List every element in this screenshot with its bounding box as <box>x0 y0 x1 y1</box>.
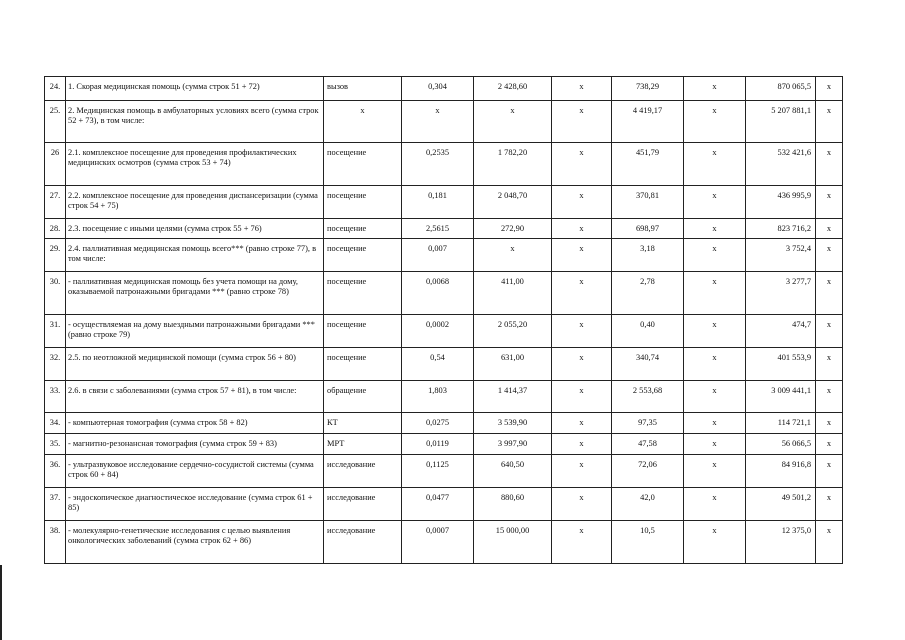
row-col-x1: x <box>552 186 612 219</box>
row-col-x2: x <box>684 315 746 348</box>
row-col-x1: x <box>552 315 612 348</box>
row-number: 37. <box>45 488 66 521</box>
row-number: 33. <box>45 381 66 413</box>
row-total: 12 375,0 <box>746 521 816 564</box>
row-col-x2: x <box>684 272 746 315</box>
row-col-x1: x <box>552 219 612 239</box>
row-per-capita: 698,97 <box>612 219 684 239</box>
row-col-x3: x <box>816 434 843 455</box>
row-col-x3: x <box>816 488 843 521</box>
table-row <box>45 143 843 186</box>
tariff-table <box>44 76 843 564</box>
row-col-x3: x <box>816 315 843 348</box>
row-cost: 1 414,37 <box>474 381 552 413</box>
table-row <box>45 455 843 488</box>
row-col-x2: x <box>684 521 746 564</box>
row-col-x3: x <box>816 381 843 413</box>
row-unit: посещение <box>324 186 402 219</box>
row-name: 2.1. комплексное посещение для проведения профилактических медицинских осмотров (сумма строк 53 + 74) <box>66 143 324 186</box>
row-cost: 880,60 <box>474 488 552 521</box>
row-number: 26 <box>45 143 66 186</box>
row-volume: 0,0119 <box>402 434 474 455</box>
row-name: 2.5. по неотложной медицинской помощи (сумма строк 56 + 80) <box>66 348 324 381</box>
row-per-capita: 72,06 <box>612 455 684 488</box>
row-col-x3: x <box>816 455 843 488</box>
row-number: 34. <box>45 413 66 434</box>
row-cost: 1 782,20 <box>474 143 552 186</box>
row-unit: исследование <box>324 455 402 488</box>
row-volume: 0,2535 <box>402 143 474 186</box>
table-row <box>45 488 843 521</box>
row-col-x2: x <box>684 488 746 521</box>
row-name: - эндоскопическое диагностическое исследование (сумма строк 61 + 85) <box>66 488 324 521</box>
row-total: 823 716,2 <box>746 219 816 239</box>
row-per-capita: 340,74 <box>612 348 684 381</box>
row-per-capita: 97,35 <box>612 413 684 434</box>
row-volume: 0,0007 <box>402 521 474 564</box>
row-cost: 2 048,70 <box>474 186 552 219</box>
row-number: 36. <box>45 455 66 488</box>
row-name: - компьютерная томография (сумма строк 58 + 82) <box>66 413 324 434</box>
row-total: 474,7 <box>746 315 816 348</box>
row-name: - молекулярно-генетические исследования с целью выявления онкологических заболеваний (сумма строк 62 + 86) <box>66 521 324 564</box>
row-col-x1: x <box>552 381 612 413</box>
row-per-capita: 3,18 <box>612 239 684 272</box>
row-col-x3: x <box>816 101 843 143</box>
row-volume: 0,1125 <box>402 455 474 488</box>
row-total: 56 066,5 <box>746 434 816 455</box>
row-col-x3: x <box>816 77 843 101</box>
row-col-x2: x <box>684 455 746 488</box>
row-col-x2: x <box>684 381 746 413</box>
row-name: 1. Скорая медицинская помощь (сумма строк 51 + 72) <box>66 77 324 101</box>
row-total: 532 421,6 <box>746 143 816 186</box>
row-col-x1: x <box>552 239 612 272</box>
row-volume: 0,0068 <box>402 272 474 315</box>
row-total: 870 065,5 <box>746 77 816 101</box>
row-number: 29. <box>45 239 66 272</box>
row-col-x3: x <box>816 272 843 315</box>
row-total: 401 553,9 <box>746 348 816 381</box>
row-volume: 0,304 <box>402 77 474 101</box>
row-col-x2: x <box>684 413 746 434</box>
row-cost: 640,50 <box>474 455 552 488</box>
row-number: 32. <box>45 348 66 381</box>
row-col-x2: x <box>684 77 746 101</box>
row-number: 31. <box>45 315 66 348</box>
row-col-x3: x <box>816 143 843 186</box>
row-col-x1: x <box>552 272 612 315</box>
table-row <box>45 381 843 413</box>
table-row <box>45 315 843 348</box>
row-per-capita: 0,40 <box>612 315 684 348</box>
page-edge-mark <box>0 565 2 640</box>
row-unit: обращение <box>324 381 402 413</box>
row-col-x3: x <box>816 239 843 272</box>
row-col-x1: x <box>552 413 612 434</box>
row-total: 114 721,1 <box>746 413 816 434</box>
table-row <box>45 272 843 315</box>
row-col-x3: x <box>816 186 843 219</box>
row-name: 2.6. в связи с заболеваниями (сумма строк 57 + 81), в том числе: <box>66 381 324 413</box>
row-col-x3: x <box>816 413 843 434</box>
row-name: - магнитно-резонансная томография (сумма строк 59 + 83) <box>66 434 324 455</box>
row-col-x1: x <box>552 143 612 186</box>
row-per-capita: 47,58 <box>612 434 684 455</box>
row-col-x2: x <box>684 186 746 219</box>
row-cost: 411,00 <box>474 272 552 315</box>
row-col-x2: x <box>684 219 746 239</box>
table-row <box>45 239 843 272</box>
row-cost: x <box>474 239 552 272</box>
row-volume: x <box>402 101 474 143</box>
table-row <box>45 186 843 219</box>
row-per-capita: 2,78 <box>612 272 684 315</box>
table-row <box>45 101 843 143</box>
table-row <box>45 348 843 381</box>
row-number: 38. <box>45 521 66 564</box>
row-per-capita: 738,29 <box>612 77 684 101</box>
row-number: 27. <box>45 186 66 219</box>
row-cost: 2 055,20 <box>474 315 552 348</box>
row-cost: 3 997,90 <box>474 434 552 455</box>
row-name: - осуществляемая на дому выездными патронажными бригадами *** (равно строке 79) <box>66 315 324 348</box>
row-unit: вызов <box>324 77 402 101</box>
row-name: - ультразвуковое исследование сердечно-сосудистой системы (сумма строк 60 + 84) <box>66 455 324 488</box>
row-unit: посещение <box>324 239 402 272</box>
row-number: 25. <box>45 101 66 143</box>
row-total: 84 916,8 <box>746 455 816 488</box>
table-row <box>45 413 843 434</box>
row-col-x2: x <box>684 434 746 455</box>
table-row <box>45 77 843 101</box>
row-col-x1: x <box>552 77 612 101</box>
row-cost: 3 539,90 <box>474 413 552 434</box>
row-col-x1: x <box>552 488 612 521</box>
row-col-x1: x <box>552 101 612 143</box>
row-cost: x <box>474 101 552 143</box>
row-total: 3 009 441,1 <box>746 381 816 413</box>
row-unit: КТ <box>324 413 402 434</box>
row-volume: 0,0477 <box>402 488 474 521</box>
row-name: - паллиативная медицинская помощь без учета помощи на дому, оказываемой патронажными бригадами *** (равно строке 78) <box>66 272 324 315</box>
row-volume: 0,54 <box>402 348 474 381</box>
row-col-x2: x <box>684 348 746 381</box>
row-cost: 2 428,60 <box>474 77 552 101</box>
row-unit: x <box>324 101 402 143</box>
row-col-x1: x <box>552 434 612 455</box>
row-number: 30. <box>45 272 66 315</box>
row-unit: исследование <box>324 521 402 564</box>
row-unit: посещение <box>324 143 402 186</box>
row-volume: 0,0275 <box>402 413 474 434</box>
row-total: 436 995,9 <box>746 186 816 219</box>
row-col-x1: x <box>552 348 612 381</box>
row-name: 2.3. посещение с иными целями (сумма строк 55 + 76) <box>66 219 324 239</box>
row-unit: посещение <box>324 348 402 381</box>
row-cost: 15 000,00 <box>474 521 552 564</box>
row-cost: 272,90 <box>474 219 552 239</box>
row-per-capita: 10,5 <box>612 521 684 564</box>
row-col-x1: x <box>552 455 612 488</box>
row-name: 2. Медицинская помощь в амбулаторных условиях всего (сумма строк 52 + 73), в том числе: <box>66 101 324 143</box>
row-name: 2.4. паллиативная медицинская помощь всего*** (равно строке 77), в том числе: <box>66 239 324 272</box>
row-number: 35. <box>45 434 66 455</box>
row-total: 5 207 881,1 <box>746 101 816 143</box>
row-unit: посещение <box>324 272 402 315</box>
row-unit: посещение <box>324 219 402 239</box>
row-volume: 0,0002 <box>402 315 474 348</box>
row-per-capita: 42,0 <box>612 488 684 521</box>
row-volume: 0,007 <box>402 239 474 272</box>
row-total: 3 752,4 <box>746 239 816 272</box>
row-col-x1: x <box>552 521 612 564</box>
row-volume: 0,181 <box>402 186 474 219</box>
row-col-x3: x <box>816 521 843 564</box>
row-cost: 631,00 <box>474 348 552 381</box>
row-col-x2: x <box>684 239 746 272</box>
row-col-x2: x <box>684 143 746 186</box>
row-number: 24. <box>45 77 66 101</box>
row-col-x3: x <box>816 348 843 381</box>
row-unit: посещение <box>324 315 402 348</box>
row-volume: 2,5615 <box>402 219 474 239</box>
row-unit: исследование <box>324 488 402 521</box>
row-unit: МРТ <box>324 434 402 455</box>
table-row <box>45 521 843 564</box>
row-name: 2.2. комплексное посещение для проведения диспансеризации (сумма строк 54 + 75) <box>66 186 324 219</box>
row-per-capita: 4 419,17 <box>612 101 684 143</box>
row-per-capita: 451,79 <box>612 143 684 186</box>
row-per-capita: 370,81 <box>612 186 684 219</box>
row-per-capita: 2 553,68 <box>612 381 684 413</box>
row-number: 28. <box>45 219 66 239</box>
row-total: 49 501,2 <box>746 488 816 521</box>
table-row <box>45 219 843 239</box>
row-total: 3 277,7 <box>746 272 816 315</box>
row-col-x3: x <box>816 219 843 239</box>
table-row <box>45 434 843 455</box>
row-volume: 1,803 <box>402 381 474 413</box>
row-col-x2: x <box>684 101 746 143</box>
